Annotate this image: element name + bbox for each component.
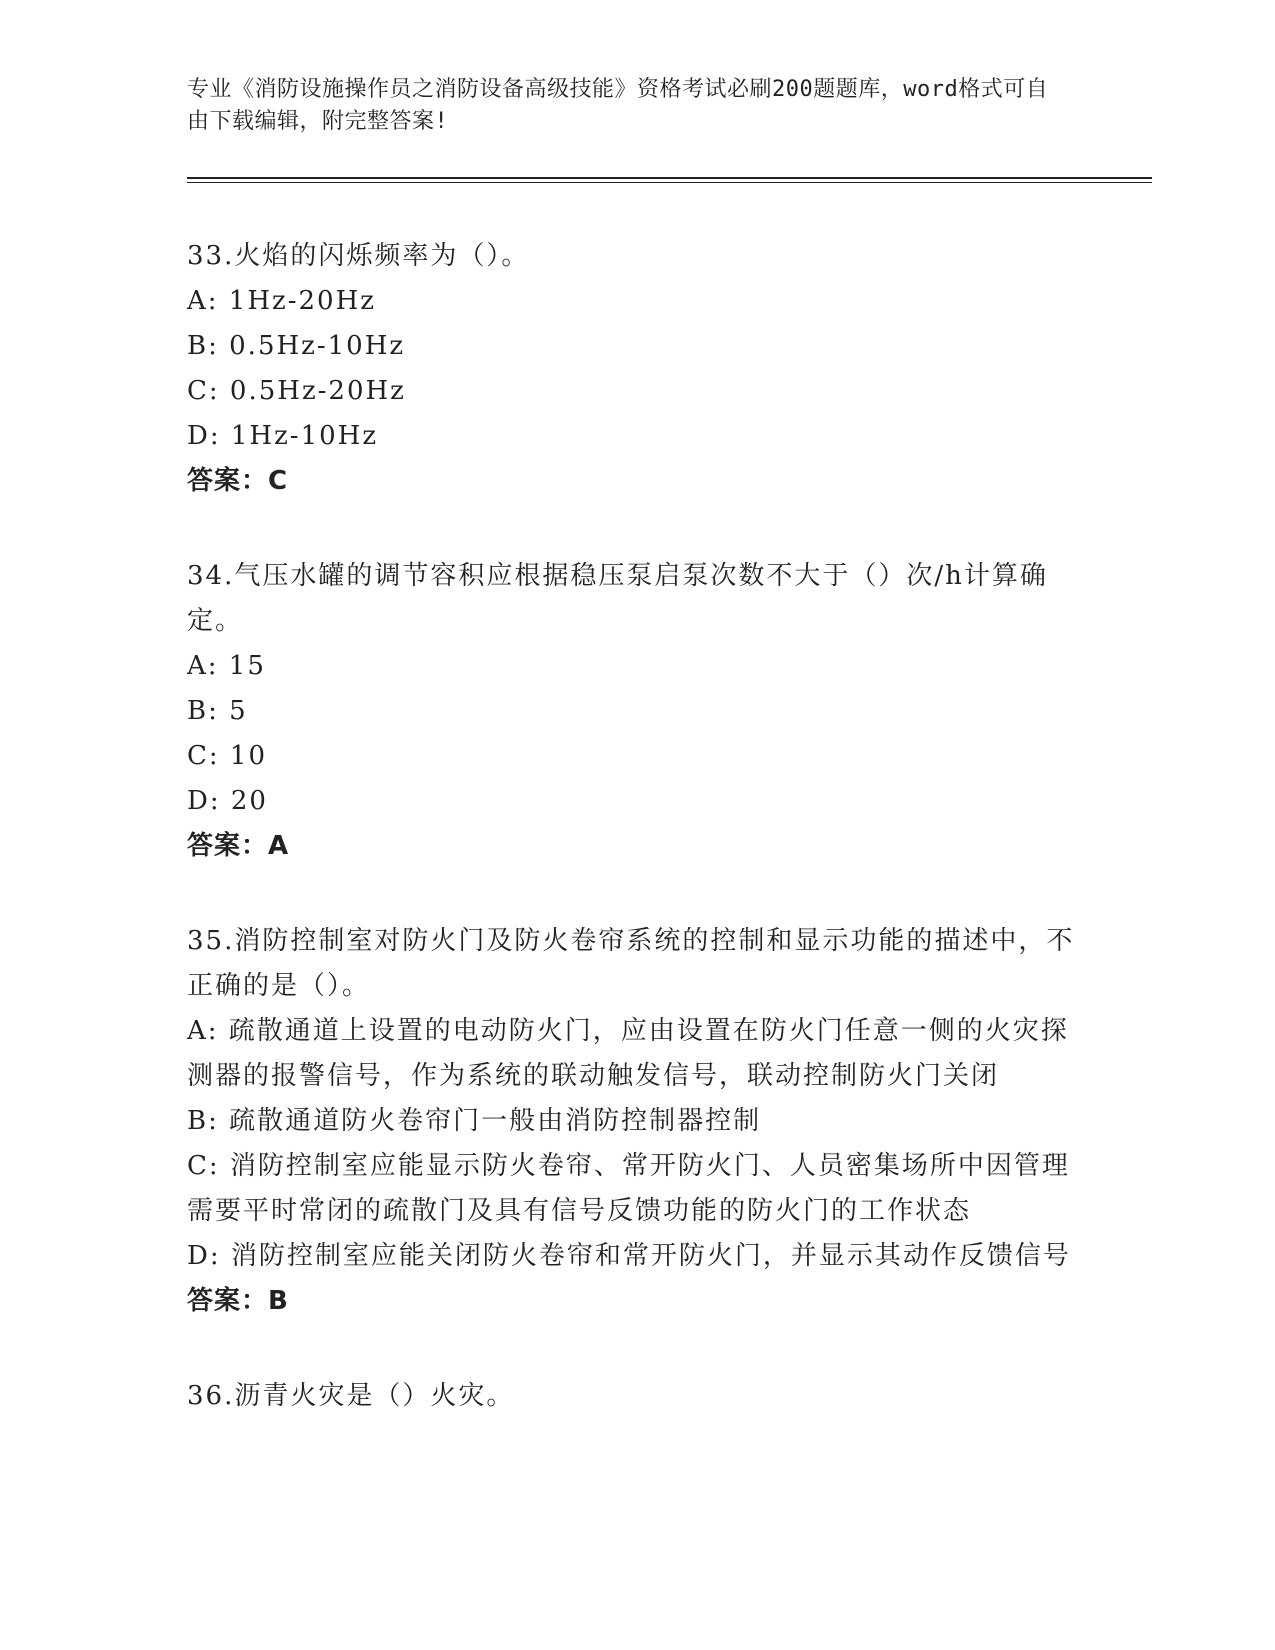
question-title: 33.火焰的闪烁频率为（）。 <box>187 241 530 271</box>
option-a: A: 15 <box>187 651 266 681</box>
option-d: D: 20 <box>187 786 268 816</box>
answer: 答案：A <box>187 831 290 861</box>
option-a: A: 疏散通道上设置的电动防火门，应由设置在防火门任意一侧的火灾探测器的报警信号，作为系统的联动触发信号，联动控制防火门关闭 <box>187 1016 1069 1091</box>
option-c: C: 0.5Hz-20Hz <box>187 376 406 406</box>
question-title: 35.消防控制室对防火门及防火卷帘系统的控制和显示功能的描述中，不正确的是（）。 <box>187 926 1075 1001</box>
question-title: 34.气压水罐的调节容积应根据稳压泵启泵次数不大于（）次/h计算确定。 <box>187 561 1048 636</box>
option-b: B: 0.5Hz-10Hz <box>187 331 406 361</box>
option-a: A: 1Hz-20Hz <box>187 286 376 316</box>
question-list <box>187 234 1087 1469</box>
header-divider-thick <box>187 177 1152 179</box>
option-d: D: 1Hz-10Hz <box>187 421 379 451</box>
answer: 答案：B <box>187 1286 289 1316</box>
option-d: D: 消防控制室应能关闭防火卷帘和常开防火门，并显示其动作反馈信号 <box>187 1241 1071 1271</box>
question-35 <box>187 919 1087 1324</box>
option-b: B: 5 <box>187 696 248 726</box>
question-title: 36.沥青火灾是（）火灾。 <box>187 1381 515 1411</box>
option-b: B: 疏散通道防火卷帘门一般由消防控制器控制 <box>187 1106 762 1136</box>
question-33 <box>187 234 1087 504</box>
question-36 <box>187 1374 1087 1419</box>
header-divider-thin <box>187 182 1152 183</box>
question-34 <box>187 554 1087 869</box>
document-header: 专业《消防设施操作员之消防设备高级技能》资格考试必刷200题题库，word格式可自由下载编辑，附完整答案! <box>187 77 1049 134</box>
option-c: C: 10 <box>187 741 268 771</box>
option-c: C: 消防控制室应能显示防火卷帘、常开防火门、人员密集场所中因管理需要平时常闭的疏散门及具有信号反馈功能的防火门的工作状态 <box>187 1151 1070 1226</box>
answer: 答案：C <box>187 466 289 496</box>
